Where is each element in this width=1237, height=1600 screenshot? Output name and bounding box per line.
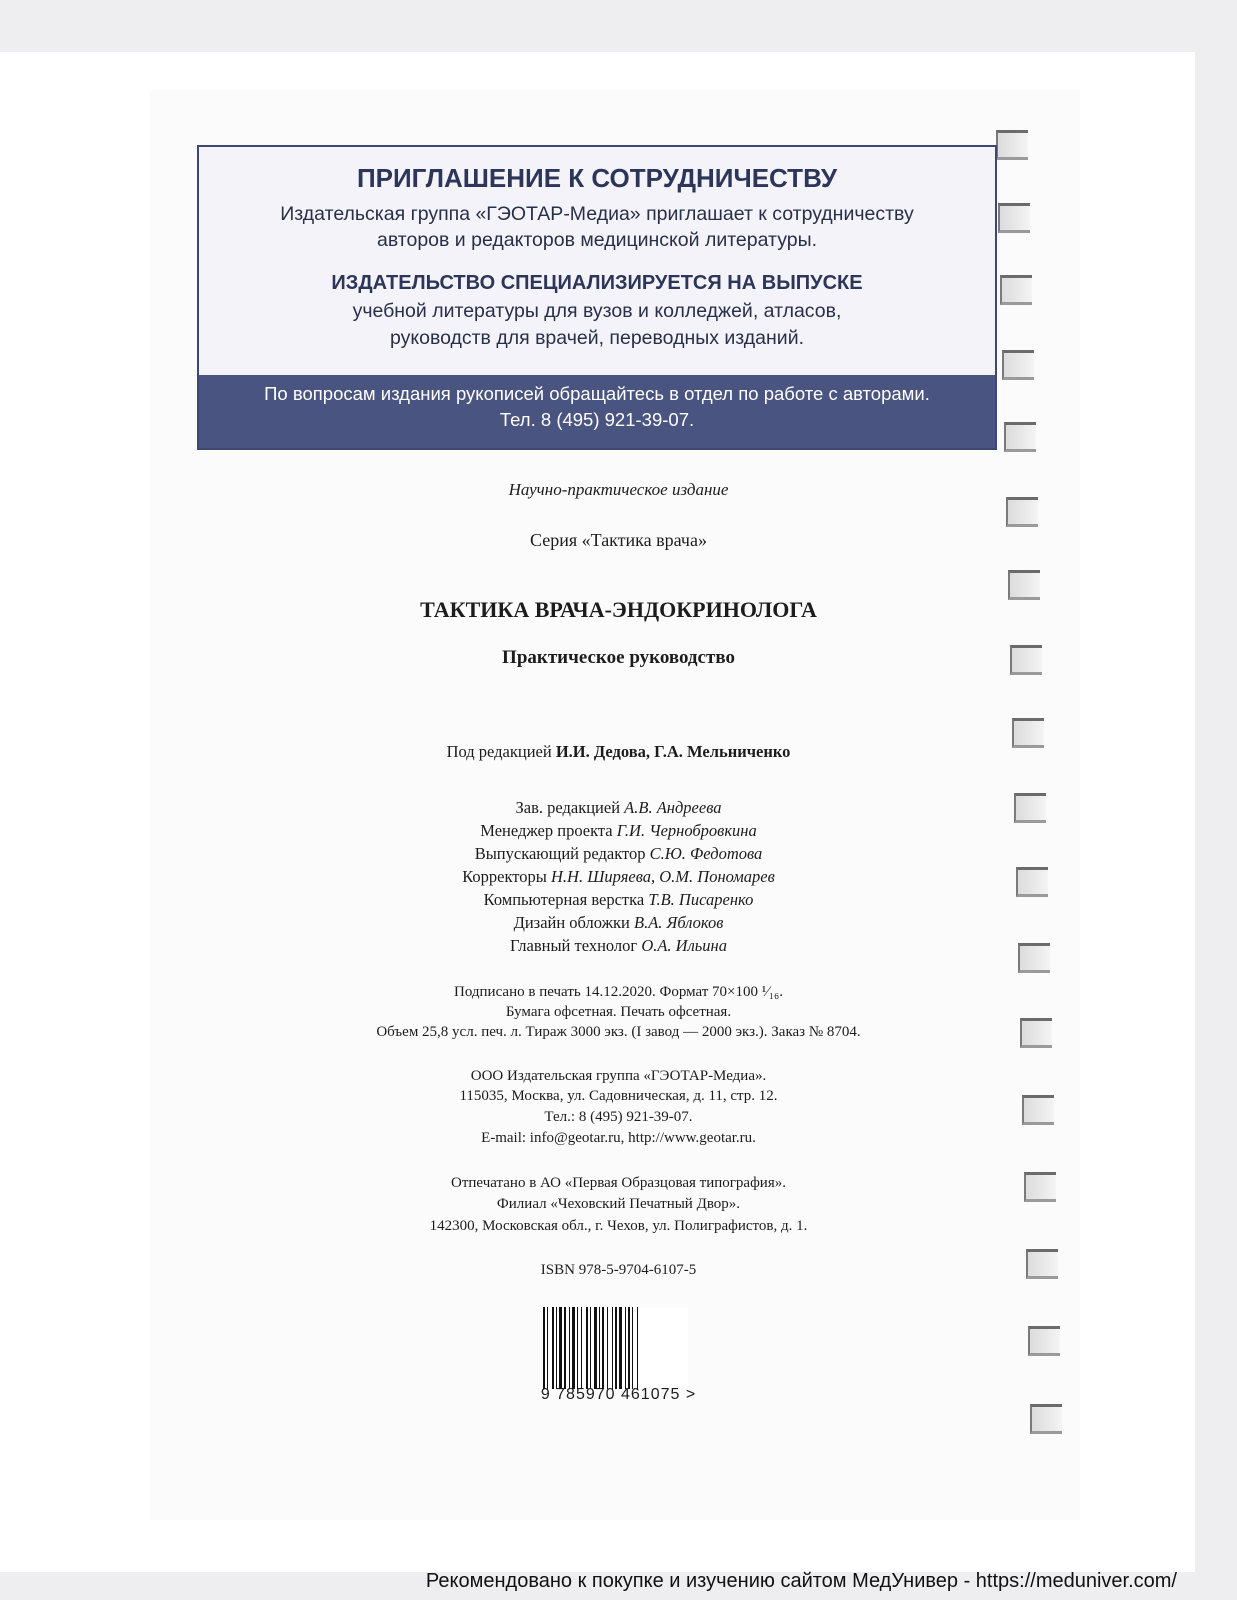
barcode-bar — [577, 1307, 578, 1389]
barcode-bar — [569, 1307, 570, 1389]
print-info-1: Подписано в печать 14.12.2020. Формат 70×100 ¹⁄₁₆. — [454, 984, 783, 1000]
series-name: Серия «Тактика врача» — [530, 530, 707, 550]
invitation-text-1: Издательская группа «ГЭОТАР-Медиа» приглашает к сотрудничеству — [280, 203, 914, 225]
printer-1: Отпечатано в АО «Первая Образцовая типография». — [451, 1175, 786, 1191]
credit-line: Корректоры Н.Н. Ширяева, О.М. Пономарев — [462, 867, 775, 886]
barcode-bar — [615, 1307, 617, 1389]
invitation-text-2: авторов и редакторов медицинской литературы. — [377, 229, 817, 251]
publisher-4: E-mail: info@geotar.ru, http://www.geotar.ru. — [481, 1130, 756, 1146]
barcode-bar — [564, 1307, 566, 1389]
editors-prefix: Под редакцией — [446, 742, 552, 761]
barcode-bar — [625, 1307, 626, 1389]
invitation-box — [197, 145, 997, 450]
edition-type: Научно-практическое издание — [508, 480, 729, 499]
barcode — [543, 1307, 688, 1389]
barcode-bar — [637, 1307, 638, 1389]
invitation-subtitle: ИЗДАТЕЛЬСТВО СПЕЦИАЛИЗИРУЕТСЯ НА ВЫПУСКЕ — [331, 272, 863, 294]
printer-3: 142300, Московская обл., г. Чехов, ул. Полиграфистов, д. 1. — [429, 1218, 808, 1234]
editors-line — [0, 742, 1237, 762]
barcode-digits: 9 785970 461075 > — [540, 1386, 697, 1403]
print-info-3: Объем 25,8 усл. печ. л. Тираж 3000 экз. (I завод — 2000 экз.). Заказ № 8704. — [376, 1024, 861, 1040]
barcode-bar — [602, 1307, 604, 1389]
footer-recommendation: Рекомендовано к покупке и изучению сайтом МедУнивер - https://meduniver.com/ — [425, 1570, 1177, 1592]
print-info-2: Бумага офсетная. Печать офсетная. — [505, 1004, 732, 1020]
book-title: ТАКТИКА ВРАЧА-ЭНДОКРИНОЛОГА — [420, 597, 817, 622]
barcode-bar — [607, 1307, 608, 1389]
editors-names: И.И. Дедова, Г.А. Мельниченко — [555, 742, 791, 761]
invitation-contact-band — [199, 375, 995, 448]
isbn-text: ISBN 978-5-9704-6107-5 — [540, 1262, 697, 1278]
publisher-2: 115035, Москва, ул. Садовническая, д. 11, стр. 12. — [459, 1088, 778, 1104]
invitation-text-3: учебной литературы для вузов и колледжей, атласов, — [352, 300, 842, 322]
credit-line: Зав. редакцией А.В. Андреева — [515, 798, 722, 817]
book-subtitle: Практическое руководство — [502, 647, 735, 668]
barcode-bar — [556, 1307, 557, 1389]
invitation-title: ПРИГЛАШЕНИЕ К СОТРУДНИЧЕСТВУ — [356, 163, 838, 193]
barcode-bar — [632, 1307, 633, 1389]
credit-line: Менеджер проекта Г.И. Чернобровкина — [480, 821, 757, 840]
invitation-text-4: руководств для врачей, переводных изданий. — [389, 327, 805, 349]
barcode-bar — [547, 1307, 548, 1389]
credit-line: Дизайн обложки В.А. Яблоков — [513, 913, 724, 932]
contact-phone: Тел. 8 (495) 921-39-07. — [499, 409, 695, 430]
contact-text: По вопросам издания рукописей обращайтесь в отдел по работе с авторами. — [264, 383, 930, 404]
printer-2: Филиал «Чеховский Печатный Двор». — [496, 1196, 741, 1212]
barcode-bar — [590, 1307, 591, 1389]
barcode-bar — [619, 1307, 622, 1389]
barcode-bar — [594, 1307, 597, 1389]
barcode-bar — [612, 1307, 613, 1389]
publisher-3: Тел.: 8 (495) 921-39-07. — [544, 1109, 693, 1125]
barcode-bar — [599, 1307, 600, 1389]
credit-line: Выпускающий редактор С.Ю. Федотова — [474, 844, 763, 863]
credit-line: Компьютерная верстка Т.В. Писаренко — [483, 890, 754, 909]
barcode-bar — [552, 1307, 554, 1389]
barcode-bar — [543, 1307, 545, 1389]
credit-line: Главный технолог О.А. Ильина — [509, 936, 727, 955]
barcode-bar — [581, 1307, 582, 1389]
barcode-bar — [572, 1307, 575, 1389]
barcode-bar — [628, 1307, 630, 1389]
barcode-bar — [559, 1307, 562, 1389]
barcode-bar — [586, 1307, 588, 1389]
publisher-1: ООО Издательская группа «ГЭОТАР-Медиа». — [470, 1068, 767, 1084]
